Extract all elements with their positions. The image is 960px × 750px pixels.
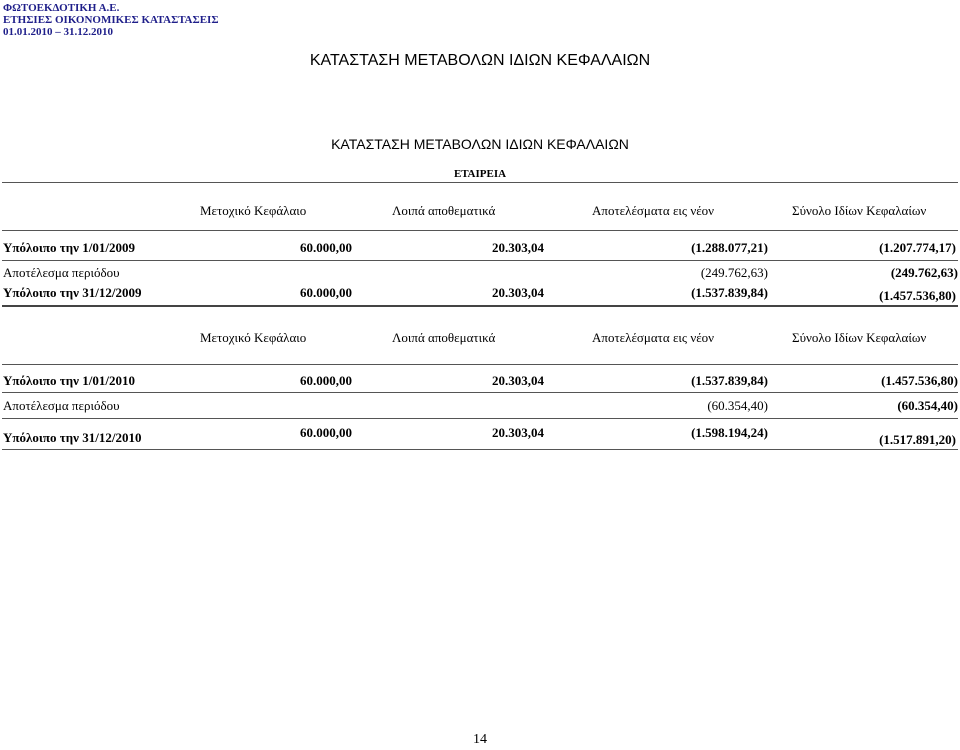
row-label: Υπόλοιπο την 1/01/2009 (3, 240, 135, 255)
divider (2, 182, 958, 183)
row-label: Υπόλοιπο την 31/12/2010 (3, 430, 142, 445)
cell-value: 20.303,04 (492, 285, 544, 300)
cell-value: 20.303,04 (492, 373, 544, 388)
cell-value: (1.537.839,84) (691, 373, 768, 388)
cell-value: (1.207.774,17) (879, 240, 956, 255)
cell-value: 20.303,04 (492, 240, 544, 255)
column-header-share-capital: Μετοχικό Κεφάλαιο (200, 330, 307, 345)
cell-value: (60.354,40) (707, 398, 768, 413)
column-header-retained-earnings: Αποτελέσματα εις νέον (592, 203, 715, 218)
divider (2, 392, 958, 393)
column-header-share-capital: Μετοχικό Κεφάλαιο (200, 203, 307, 218)
column-header-total-equity: Σύνολο Ιδίων Κεφαλαίων (792, 203, 927, 218)
column-header-total-equity: Σύνολο Ιδίων Κεφαλαίων (792, 330, 927, 345)
cell-value: 60.000,00 (300, 240, 352, 255)
cell-value: (249.762,63) (700, 265, 768, 280)
divider (2, 305, 958, 307)
cell-value: 60.000,00 (300, 285, 352, 300)
cell-value: (1.517.891,20) (879, 432, 956, 447)
page-title: ΚΑΤΑΣΤΑΣΗ ΜΕΤΑΒΟΛΩΝ ΙΔΙΩΝ ΚΕΦΑΛΑΙΩΝ (309, 52, 651, 69)
column-header-retained-earnings: Αποτελέσματα εις νέον (592, 330, 715, 345)
cell-value: (1.457.536,80) (879, 288, 956, 303)
table-title: ΚΑΤΑΣΤΑΣΗ ΜΕΤΑΒΟΛΩΝ ΙΔΙΩΝ ΚΕΦΑΛΑΙΩΝ (331, 136, 629, 152)
divider (2, 260, 958, 261)
cell-value: (1.598.194,24) (691, 425, 768, 440)
column-header-other-reserves: Λοιπά αποθεματικά (392, 203, 496, 218)
cell-value: (249.762,63) (890, 265, 958, 280)
cell-value: (1.288.077,21) (691, 240, 768, 255)
cell-value: 60.000,00 (300, 425, 352, 440)
report-period: 01.01.2010 – 31.12.2010 (3, 26, 113, 38)
row-label: Υπόλοιπο την 1/01/2010 (3, 373, 135, 388)
entity-label: ΕΤΑΙΡΕΙΑ (453, 168, 507, 180)
row-label: Υπόλοιπο την 31/12/2009 (3, 285, 142, 300)
cell-value: 60.000,00 (300, 373, 352, 388)
cell-value: (1.537.839,84) (691, 285, 768, 300)
divider (2, 364, 958, 365)
report-name: ΕΤΗΣΙΕΣ ΟΙΚΟΝΟΜΙΚΕΣ ΚΑΤΑΣΤΑΣΕΙΣ (3, 14, 219, 26)
column-header-other-reserves: Λοιπά αποθεματικά (392, 330, 496, 345)
row-label: Αποτέλεσμα περιόδου (3, 398, 120, 413)
divider (2, 230, 958, 231)
cell-value: (1.457.536,80) (881, 373, 958, 388)
row-label: Αποτέλεσμα περιόδου (3, 265, 120, 280)
page-number: 14 (473, 732, 487, 747)
cell-value: 20.303,04 (492, 425, 544, 440)
company-name: ΦΩΤΟΕΚΔΟΤΙΚΗ Α.Ε. (3, 2, 120, 14)
cell-value: (60.354,40) (897, 398, 958, 413)
divider (2, 418, 958, 419)
divider (2, 449, 958, 450)
